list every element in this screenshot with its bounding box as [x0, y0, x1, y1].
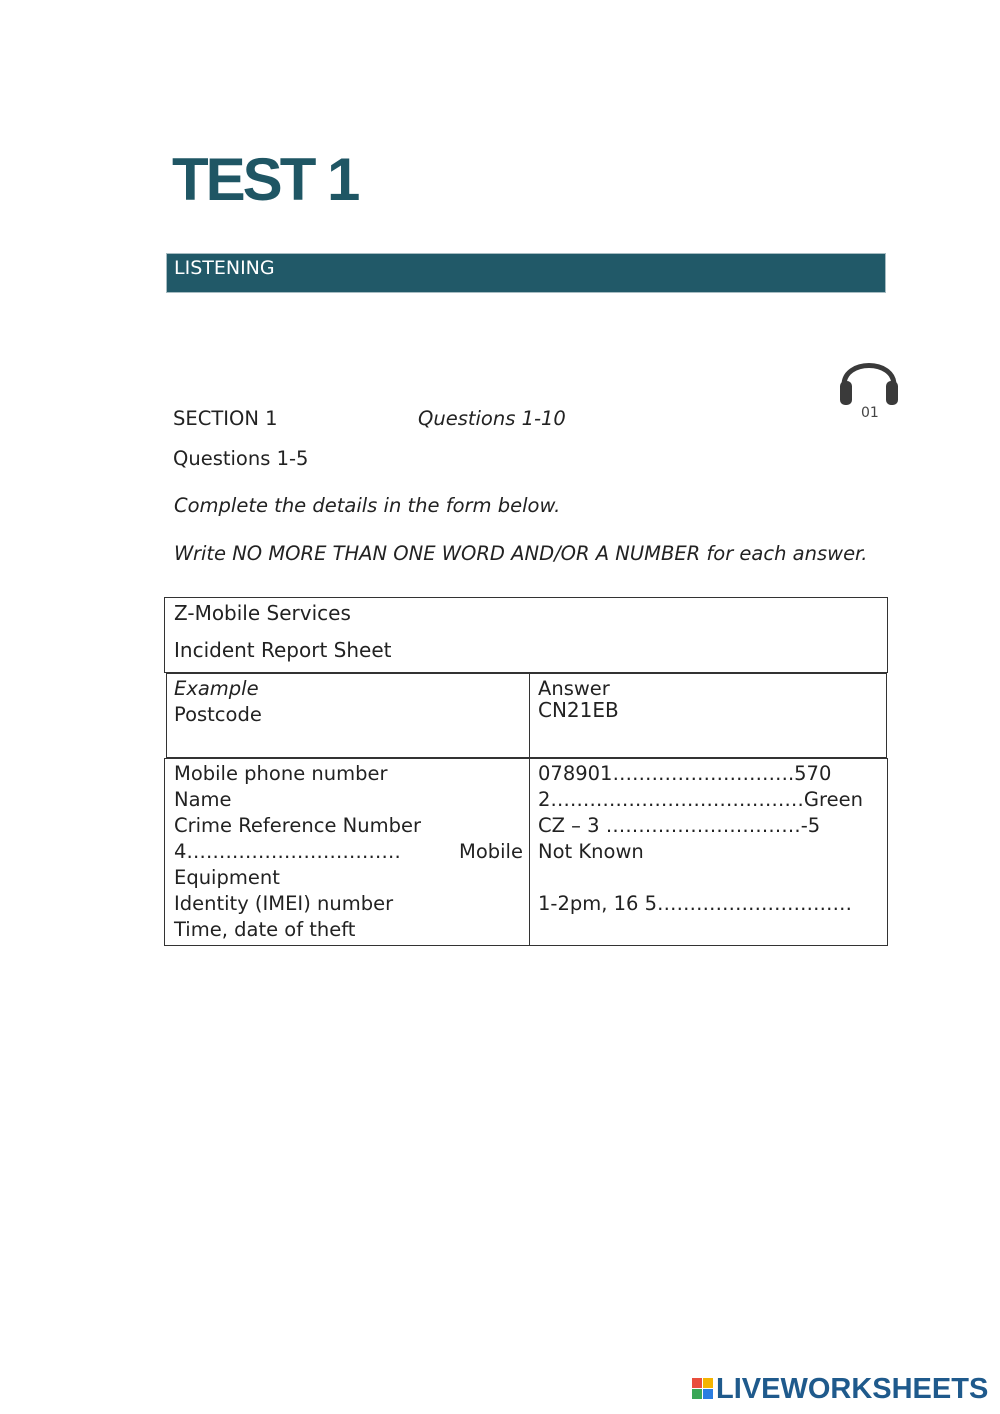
answer-q5: 1-2pm, 16 5………………………… — [538, 892, 853, 915]
field-time-date: Time, date of theft — [174, 918, 356, 941]
field-name: Name — [174, 788, 232, 811]
questions-range: Questions 1-10 — [418, 407, 566, 430]
company-name: Z-Mobile Services — [174, 601, 351, 625]
column-divider — [529, 674, 530, 757]
answer-label: Answer — [538, 677, 610, 700]
listening-banner — [166, 253, 886, 293]
sheet-title: Incident Report Sheet — [174, 638, 392, 662]
answer-q3: CZ – 3 …………………………-5 — [538, 814, 821, 837]
field-crime-reference: Crime Reference Number — [174, 814, 421, 837]
answer-q1: 078901……………………….570 — [538, 762, 832, 785]
banner-label: LISTENING — [174, 257, 275, 279]
test-title: TEST 1 — [172, 146, 358, 213]
form-header — [164, 597, 888, 673]
example-field: Postcode — [174, 703, 262, 726]
field-imei: Identity (IMEI) number — [174, 892, 394, 915]
instruction-word-limit: Write NO MORE THAN ONE WORD AND/OR A NUMBER for each answer. — [174, 542, 868, 565]
answer-value: CN21EB — [538, 698, 619, 722]
instruction-complete: Complete the details in the form below. — [174, 494, 561, 517]
subquestions-label: Questions 1-5 — [173, 447, 309, 470]
example-row — [166, 673, 887, 758]
field-equipment: Equipment — [174, 866, 280, 889]
answer-equipment: Not Known — [538, 840, 644, 863]
field-mobile-word: Mobile — [459, 840, 523, 863]
track-number: 01 — [861, 405, 879, 421]
liveworksheets-logo — [692, 1372, 988, 1406]
field-mobile-number: Mobile phone number — [174, 762, 388, 785]
answer-q2: 2…………………………………Green — [538, 788, 863, 811]
section-label: SECTION 1 — [173, 407, 278, 430]
details-table — [164, 758, 888, 946]
column-divider — [529, 759, 530, 945]
brand-name: LIVEWORKSHEETS — [716, 1372, 989, 1405]
headphones-icon — [836, 345, 902, 411]
example-label: Example — [174, 677, 259, 700]
question-4-blank: 4…………………………… — [174, 840, 401, 863]
logo-grid-icon — [692, 1378, 714, 1400]
